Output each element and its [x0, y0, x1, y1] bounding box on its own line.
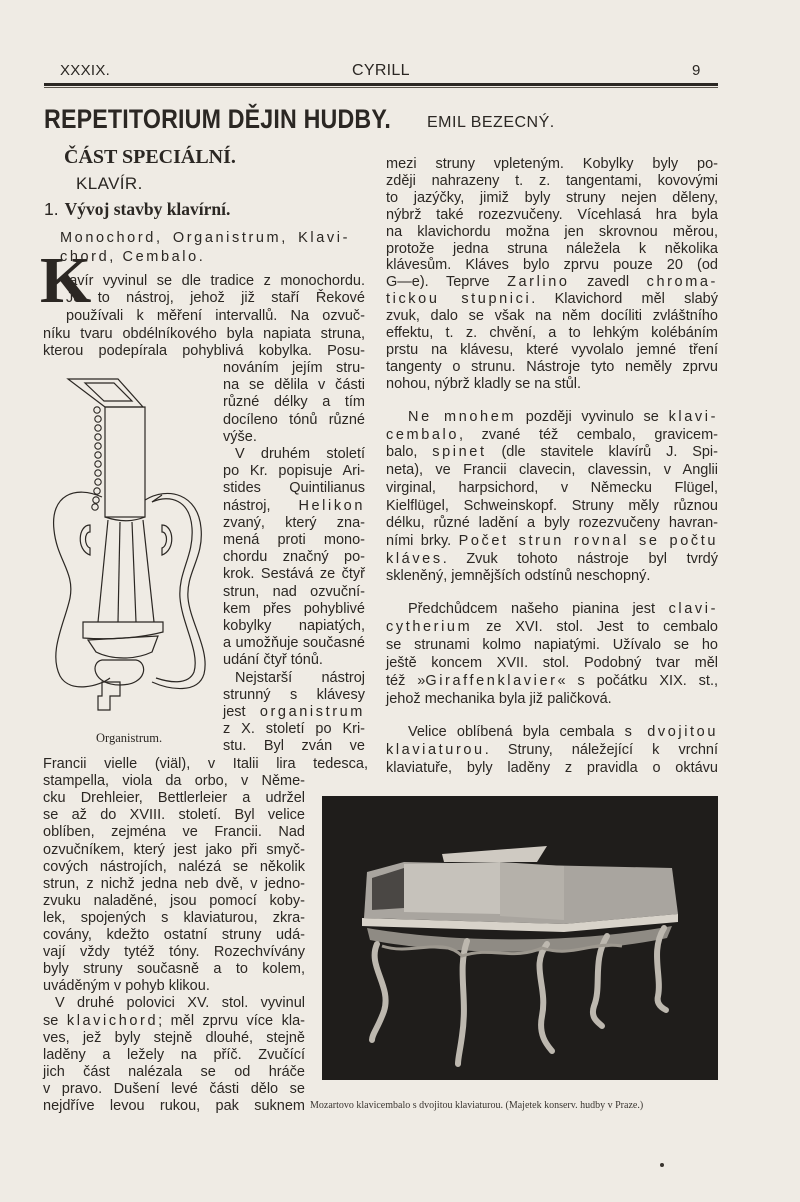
text-line — [43, 893, 305, 910]
text-line — [223, 618, 365, 635]
text-line — [43, 1081, 305, 1098]
text-segment: jehož mechanika byla již paličková. — [386, 691, 612, 707]
text-line — [223, 463, 365, 480]
text-line — [43, 910, 305, 927]
text-segment: vají vždy tytéž tóny. Rozechvívány — [43, 944, 305, 961]
text-line — [386, 207, 718, 224]
text-line — [386, 257, 718, 274]
spaced-emphasis: klavi- — [668, 409, 718, 425]
spaced-emphasis: tickou stupnici — [386, 291, 532, 308]
text-line — [223, 549, 365, 566]
text-segment: byly struny současně a to kolem, — [43, 961, 305, 978]
text-line — [66, 290, 365, 307]
text-line — [43, 326, 365, 343]
text-line — [386, 462, 718, 479]
text-line — [43, 1064, 305, 1081]
text-segment: balo, — [386, 444, 433, 461]
text-line — [408, 409, 718, 426]
text-line — [386, 444, 718, 461]
header-rule-thin — [44, 87, 718, 88]
text-segment: . Struny, náležející k vrchní — [484, 742, 718, 758]
spaced-emphasis: klaviaturou — [386, 742, 485, 758]
text-segment: protože jedna struna náležela k několika — [386, 240, 718, 257]
text-segment: oblíben, zejména ve Francii. Nad — [43, 824, 305, 841]
text-segment: , zvané též cembalo, gravicem- — [459, 426, 718, 443]
text-segment: jich část nalézala se od hráče — [43, 1063, 305, 1080]
text-segment: též » — [386, 673, 426, 689]
text-line — [43, 1047, 305, 1064]
text-segment: V druhé polovici XV. stol. vyvinul — [55, 995, 305, 1012]
text-line — [386, 760, 718, 777]
text-segment: klávesům. Kláves bylo zprvu pouze 20 (od — [386, 257, 718, 274]
spaced-emphasis: chroma- — [646, 274, 718, 291]
text-line — [223, 429, 365, 446]
text-segment: Je to nástroj, jehož již staří Řekové — [66, 290, 365, 307]
text-segment: ; měl zprvu více kla- — [158, 1012, 306, 1029]
text-segment: strun, z nichž jedna neb dvě, v jedno- — [43, 875, 305, 892]
text-segment: . Zvuk tohoto nástroje byl tvrdý — [442, 550, 718, 567]
text-segment: krok. Sestává ze čtyř — [223, 566, 365, 583]
volume-number: XXXIX. — [60, 62, 111, 79]
text-segment: nýbrž také rozezvučeny. Vícehlasá hra byla — [386, 206, 718, 223]
text-segment: effektu, t. z. chvění, a to lehkým kolébáním — [386, 325, 718, 341]
text-segment: chordu značný po- — [223, 549, 365, 566]
text-line — [43, 961, 305, 978]
text-line — [386, 655, 718, 672]
text-line — [223, 394, 365, 411]
spaced-emphasis: kláves — [386, 550, 443, 567]
text-line — [386, 568, 718, 585]
text-line — [386, 673, 718, 690]
text-line — [386, 551, 718, 568]
text-segment: neta), ve Francii clavecin, clavessin, v Anglii — [386, 462, 718, 479]
text-line — [43, 978, 305, 995]
text-segment: nejdříve levou rukou, pak suknem — [43, 1098, 305, 1114]
spaced-emphasis: s dvojitou — [624, 724, 718, 740]
text-segment: výše. — [223, 428, 257, 445]
page-number: 9 — [692, 62, 701, 79]
spaced-emphasis: chord, Cembalo. — [60, 249, 206, 265]
journal-name: CYRILL — [352, 62, 410, 79]
text-line — [386, 515, 718, 532]
text-line — [223, 738, 365, 755]
spaced-emphasis: cembalo — [386, 426, 460, 443]
spaced-emphasis: spinet — [432, 444, 487, 461]
text-segment: stu. Byl zván ve — [223, 738, 365, 755]
text-segment: později vyvinulo se — [516, 409, 669, 425]
text-line — [43, 790, 305, 807]
text-segment: ními brky. — [386, 532, 459, 549]
text-segment: jest — [223, 704, 260, 720]
text-segment: ozvučníkem, který jest jako při smyč- — [43, 841, 305, 858]
text-line — [66, 308, 365, 325]
chapter-heading — [44, 199, 230, 220]
text-segment: zvaný, který zna- — [223, 514, 365, 531]
text-line — [43, 859, 305, 876]
text-segment: různé délky a tím — [223, 394, 365, 411]
text-line — [386, 376, 718, 393]
text-segment: lek, spojených s klaviaturou, zkra- — [43, 909, 305, 926]
text-segment: Nejstarší nástroj — [235, 669, 365, 686]
text-line — [43, 756, 368, 773]
text-segment: používali k měření intervallů. Na ozvuč- — [66, 307, 365, 324]
spaced-emphasis: Monochord, Organistrum, Klavi- — [60, 230, 350, 246]
text-segment: V druhém století — [235, 446, 365, 462]
text-line — [43, 876, 305, 893]
text-line — [223, 704, 365, 721]
text-segment: lavír vyvinul se dle tradice z monochordu. — [66, 273, 365, 289]
text-line — [223, 721, 365, 738]
text-line — [66, 273, 365, 290]
text-segment: stides Quintilianus — [223, 480, 365, 497]
text-line — [223, 652, 365, 669]
text-line — [386, 190, 718, 207]
spaced-emphasis: klavichord — [66, 1012, 159, 1029]
text-segment: kobylky napiatých, — [223, 618, 365, 634]
text-line — [223, 360, 365, 377]
text-line — [386, 173, 718, 190]
text-segment: Velice oblíbená byla cembala — [408, 724, 625, 740]
text-segment: níku tvaru obdélníkového byla napiata struna, — [43, 325, 365, 342]
text-segment: laděny a ležely na příč. Zvučící — [43, 1046, 305, 1063]
text-segment: skleněný, jemnějších odstínů neschopný. — [386, 568, 651, 585]
print-speck — [660, 1163, 664, 1167]
spaced-emphasis: Helikon — [298, 497, 365, 514]
text-segment: udání čtyř tónů. — [223, 652, 323, 669]
text-line — [386, 637, 718, 654]
text-line — [386, 480, 718, 497]
text-segment: a umožňuje současné — [223, 635, 365, 652]
text-line — [223, 601, 365, 618]
text-line — [386, 274, 718, 291]
text-segment: klaviatuře, byly laděny z pravidla o oktávu — [386, 760, 718, 776]
part-heading: ČÁST SPECIÁLNÍ. — [64, 146, 236, 168]
spaced-emphasis: Zarlino — [507, 274, 570, 291]
text-line — [60, 249, 350, 266]
text-line — [386, 359, 718, 376]
text-line — [223, 498, 365, 515]
text-line — [386, 691, 718, 708]
text-line — [386, 619, 718, 636]
spaced-emphasis: organistrum — [259, 704, 365, 720]
text-segment: cových nástrojích, nalézá se několik — [43, 858, 305, 875]
section-heading: KLAVÍR. — [76, 174, 143, 193]
text-segment: virginal, harpsichord, v Německu Flügel, — [386, 479, 718, 496]
text-segment: tangenty o strunu. Nástroje tyto neměly zprvu — [386, 358, 718, 375]
text-line — [223, 584, 365, 601]
text-segment: docíleno tónů různé — [223, 411, 365, 428]
text-segment: mezi struny vpleteným. Kobylky byly po- — [386, 156, 718, 172]
text-line — [43, 927, 305, 944]
text-segment: ves, jež byly stejně dlouhé, stejně — [43, 1029, 305, 1046]
text-segment: cku Drehleier, Bettlerleier a udržel — [43, 790, 305, 807]
photo-caption: Mozartovo klavicembalo s dvojitou klaviaturou. (Majetek konserv. hudby v Praze.) — [310, 1100, 644, 1111]
text-segment: kem přes pohyblivé — [223, 600, 365, 617]
text-line — [43, 1013, 305, 1030]
text-line — [223, 532, 365, 549]
text-line — [43, 1030, 305, 1047]
text-line — [43, 773, 305, 790]
text-segment: « s počátku XIX. st., — [557, 673, 719, 689]
text-line — [235, 446, 365, 463]
text-line — [223, 515, 365, 532]
text-segment: zvuk, dalo se však na něm docíliti zvláštního — [386, 308, 718, 325]
text-line — [386, 325, 718, 342]
text-line — [43, 807, 305, 824]
article-title: REPETITORIUM DĚJIN HUDBY. — [44, 104, 392, 134]
text-line — [223, 566, 365, 583]
text-segment: strunný s klávesy — [223, 686, 365, 703]
text-segment: po Kr. popisuje Ari- — [223, 463, 365, 480]
text-line — [235, 670, 365, 687]
text-segment: G—e). Teprve — [386, 274, 508, 291]
text-line — [408, 724, 718, 741]
text-line — [223, 480, 365, 497]
chapter-title: Vývoj stavby klavírní. — [64, 199, 231, 219]
text-line — [386, 427, 718, 444]
text-segment: (dle stavitele klavírů J. Spi- — [486, 444, 718, 461]
spaced-emphasis: Giraffenklavier — [425, 673, 558, 689]
text-line — [386, 533, 718, 550]
text-line — [43, 842, 305, 859]
text-segment: na klavichordu možna jen skrovnou měrou, — [386, 223, 718, 240]
organistrum-caption: Organistrum. — [96, 731, 163, 745]
text-segment: mená proti mono- — [223, 532, 365, 548]
text-segment: zavedl — [569, 274, 647, 291]
text-segment: . Klavichord měl slabý — [531, 291, 718, 308]
spaced-emphasis: Ne mnohem — [408, 409, 517, 425]
text-segment: strun, nad ozvuční- — [223, 583, 365, 600]
text-line — [386, 291, 718, 308]
text-segment: prstu na klávesu, které vyvolalo jemné tření — [386, 341, 718, 358]
text-segment: nohou, nýbrž kladly se na stůl. — [386, 375, 582, 392]
text-segment: Kielflügel, Schweinskopf. Struny měly různou — [386, 497, 718, 514]
text-line — [386, 241, 718, 258]
text-line — [223, 635, 365, 652]
text-segment: zději nahrazeny t. z. tangentami, kovovými — [386, 172, 718, 189]
chapter-number: 1. — [44, 199, 59, 219]
text-segment: délku, různé ladění a byly rozezvučeny havran- — [386, 515, 718, 532]
text-line — [386, 156, 718, 173]
text-segment: se strunami kolmo napiatými. Užívalo se ho — [386, 637, 718, 653]
text-line — [55, 995, 305, 1012]
text-segment: ještě koncem XVII. stol. Podobný tvar měl — [386, 655, 718, 671]
text-line — [386, 308, 718, 325]
text-line — [386, 224, 718, 241]
article-author: EMIL BEZECNÝ. — [427, 114, 555, 131]
text-line — [43, 824, 305, 841]
text-line — [408, 601, 718, 618]
harpsichord-photo — [322, 796, 718, 1080]
text-segment: v pravo. Dušení levé části dělo se — [43, 1080, 305, 1097]
text-segment: nástroj, — [223, 497, 299, 514]
text-segment: z X. století po Kri- — [223, 721, 365, 738]
header-rule — [44, 83, 718, 86]
text-line — [223, 687, 365, 704]
text-segment: stampella, viola da orbo, v Něme- — [43, 773, 305, 790]
text-segment: kterou podepírala pohyblivá kobylka. Posu- — [43, 342, 365, 359]
text-segment: zvuku naladěné, jsou pomocí koby- — [43, 892, 305, 909]
text-line — [386, 342, 718, 359]
text-segment: ze XVI. stol. Jest to cembalo — [472, 619, 718, 635]
text-segment: se — [43, 1012, 67, 1029]
text-segment: covány, kdežto ostatní struny udá- — [43, 927, 305, 943]
text-segment: nováním jejím stru- — [223, 360, 365, 376]
text-line — [43, 944, 305, 961]
text-line — [386, 742, 718, 759]
drop-cap: K — [40, 244, 92, 317]
text-line — [223, 377, 365, 394]
harpsichord-image — [322, 796, 718, 1080]
spaced-emphasis: clavi- — [668, 601, 718, 617]
spaced-emphasis: cytherium — [386, 619, 473, 635]
text-segment: Francii vielle (viäl), v Italii lira tedesca, — [43, 756, 368, 772]
text-segment: uváděným v pohyb klikou. — [43, 978, 210, 995]
text-line — [43, 1098, 305, 1115]
text-segment: se až do XVIII. století. Byl velice — [43, 807, 305, 824]
text-segment: na se dělila v části — [223, 377, 365, 394]
text-segment: to jazýčky, jimiž byly struny nejen děleny, — [386, 189, 718, 206]
text-line — [223, 412, 365, 429]
organistrum-illustration — [40, 360, 220, 730]
text-line — [43, 343, 365, 360]
spaced-emphasis: Počet strun rovnal se počtu — [458, 532, 718, 549]
text-line — [60, 230, 350, 247]
text-segment: Předchůdcem našeho pianina jest — [408, 601, 669, 617]
text-line — [386, 498, 718, 515]
